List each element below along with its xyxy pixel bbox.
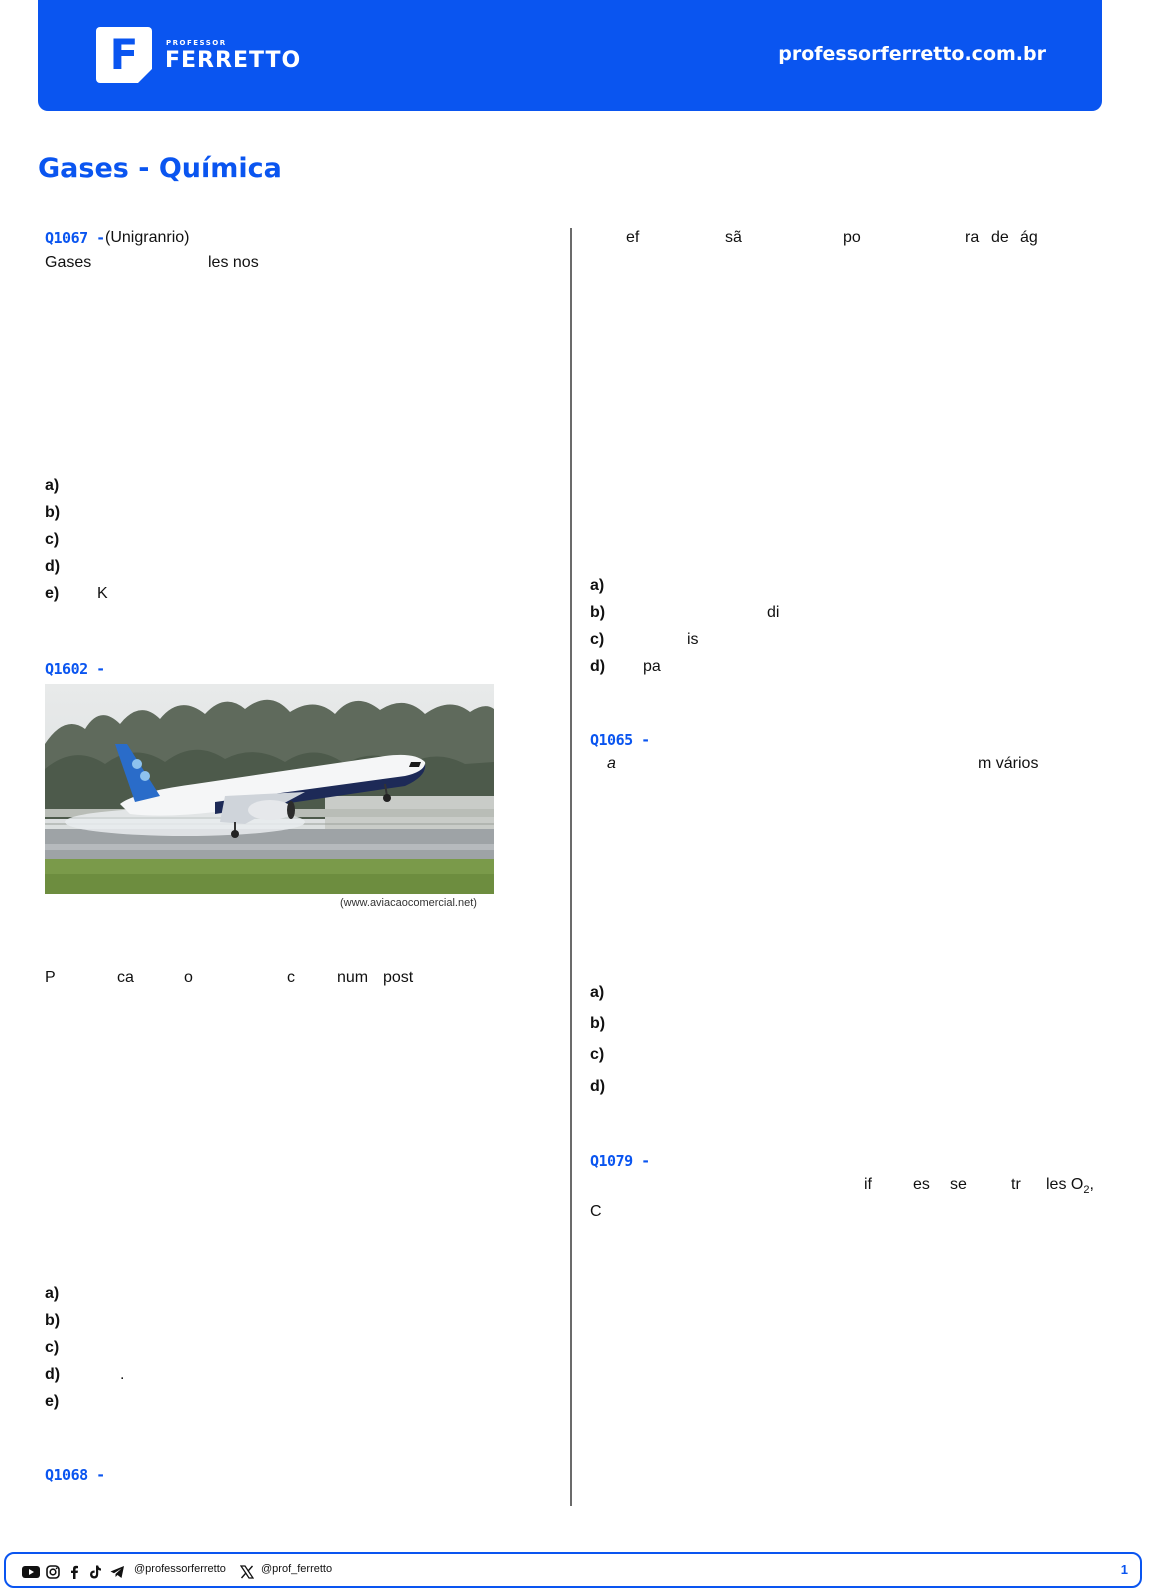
option-e[interactable]: e) <box>45 1393 60 1410</box>
option-d[interactable]: d) <box>590 1078 606 1095</box>
question-text-fragment: if <box>864 1176 872 1193</box>
option-b[interactable]: b) <box>45 1312 61 1329</box>
option-b[interactable]: b) <box>45 504 61 521</box>
social-handle[interactable]: @professorferretto <box>134 1563 226 1575</box>
option-e[interactable]: e) <box>45 585 60 602</box>
option-d[interactable]: d) <box>45 1366 61 1383</box>
question-text-fragment: C <box>590 1203 602 1220</box>
brand-name: FERRETTO <box>165 48 302 73</box>
question-text-fragment: Gases <box>45 254 92 271</box>
question-text-fragment: ra <box>965 229 980 246</box>
youtube-icon[interactable] <box>22 1565 40 1579</box>
brand-subtitle: PROFESSOR <box>166 39 227 47</box>
logo-letter: F <box>109 30 139 79</box>
option-a[interactable]: a) <box>590 984 605 1001</box>
question-text-fragment: tr <box>1011 1176 1021 1193</box>
option-b[interactable]: b) <box>590 604 606 621</box>
option-e-text: K <box>97 585 108 602</box>
option-d-text: pa <box>643 658 661 675</box>
option-c[interactable]: c) <box>590 631 605 648</box>
tiktok-icon[interactable] <box>89 1565 102 1579</box>
column-divider <box>570 228 572 1506</box>
page-number: 1 <box>1120 1562 1128 1577</box>
option-c[interactable]: c) <box>45 1339 60 1356</box>
header-banner <box>38 0 1102 111</box>
question-text-fragment: a <box>607 755 616 772</box>
option-c[interactable]: c) <box>590 1046 605 1063</box>
question-text-fragment: post <box>383 969 414 986</box>
question-text-fragment: se <box>950 1176 967 1193</box>
question-text-fragment: de <box>991 229 1009 246</box>
question-label-q1068: Q1068 - <box>45 1466 105 1484</box>
question-text-fragment: o <box>184 969 193 986</box>
question-label-q1065: Q1065 - <box>590 731 650 749</box>
option-d-text: . <box>120 1366 125 1383</box>
question-text-fragment: ef <box>626 229 640 246</box>
question-text-fragment: sã <box>725 229 742 246</box>
option-c-text: is <box>687 631 699 648</box>
option-a[interactable]: a) <box>590 577 605 594</box>
option-a[interactable]: a) <box>45 1285 60 1302</box>
page-title: Gases - Química <box>38 153 282 184</box>
question-text-fragment: P <box>45 969 56 986</box>
question-label-q1079: Q1079 - <box>590 1152 650 1170</box>
question-text-fragment: les nos <box>208 254 259 271</box>
telegram-icon[interactable] <box>110 1565 125 1579</box>
option-d[interactable]: d) <box>590 658 606 675</box>
x-icon[interactable] <box>240 1565 254 1579</box>
option-c[interactable]: c) <box>45 531 60 548</box>
option-a[interactable]: a) <box>45 477 60 494</box>
question-text-fragment: es <box>913 1176 930 1193</box>
question-text-fragment: les $O_2$, <box>1046 1176 1094 1197</box>
question-text-fragment: ca <box>117 969 134 986</box>
image-caption: (www.aviacaocomercial.net) <box>340 897 477 909</box>
facebook-icon[interactable] <box>69 1565 79 1579</box>
question-text-fragment: num <box>337 969 369 986</box>
footer-bar <box>4 1552 1142 1588</box>
question-source: (Unigranrio) <box>105 229 190 246</box>
question-text-fragment: ág <box>1020 229 1038 246</box>
logo-icon <box>96 27 152 83</box>
airplane-photo <box>45 684 494 894</box>
question-text-fragment: m vários <box>978 755 1039 772</box>
site-url[interactable]: professorferretto.com.br <box>778 43 1046 65</box>
subscript: 2 <box>1083 1184 1090 1197</box>
question-label-q1602: Q1602 - <box>45 660 105 678</box>
option-d[interactable]: d) <box>45 558 61 575</box>
social-handle-x[interactable]: @prof_ferretto <box>261 1563 333 1575</box>
question-text-fragment: c <box>287 969 295 986</box>
question-label-q1067: Q1067 - <box>45 229 105 247</box>
option-b-text: di <box>767 604 780 621</box>
question-text-fragment: po <box>843 229 861 246</box>
option-b[interactable]: b) <box>590 1015 606 1032</box>
instagram-icon[interactable] <box>46 1565 60 1579</box>
